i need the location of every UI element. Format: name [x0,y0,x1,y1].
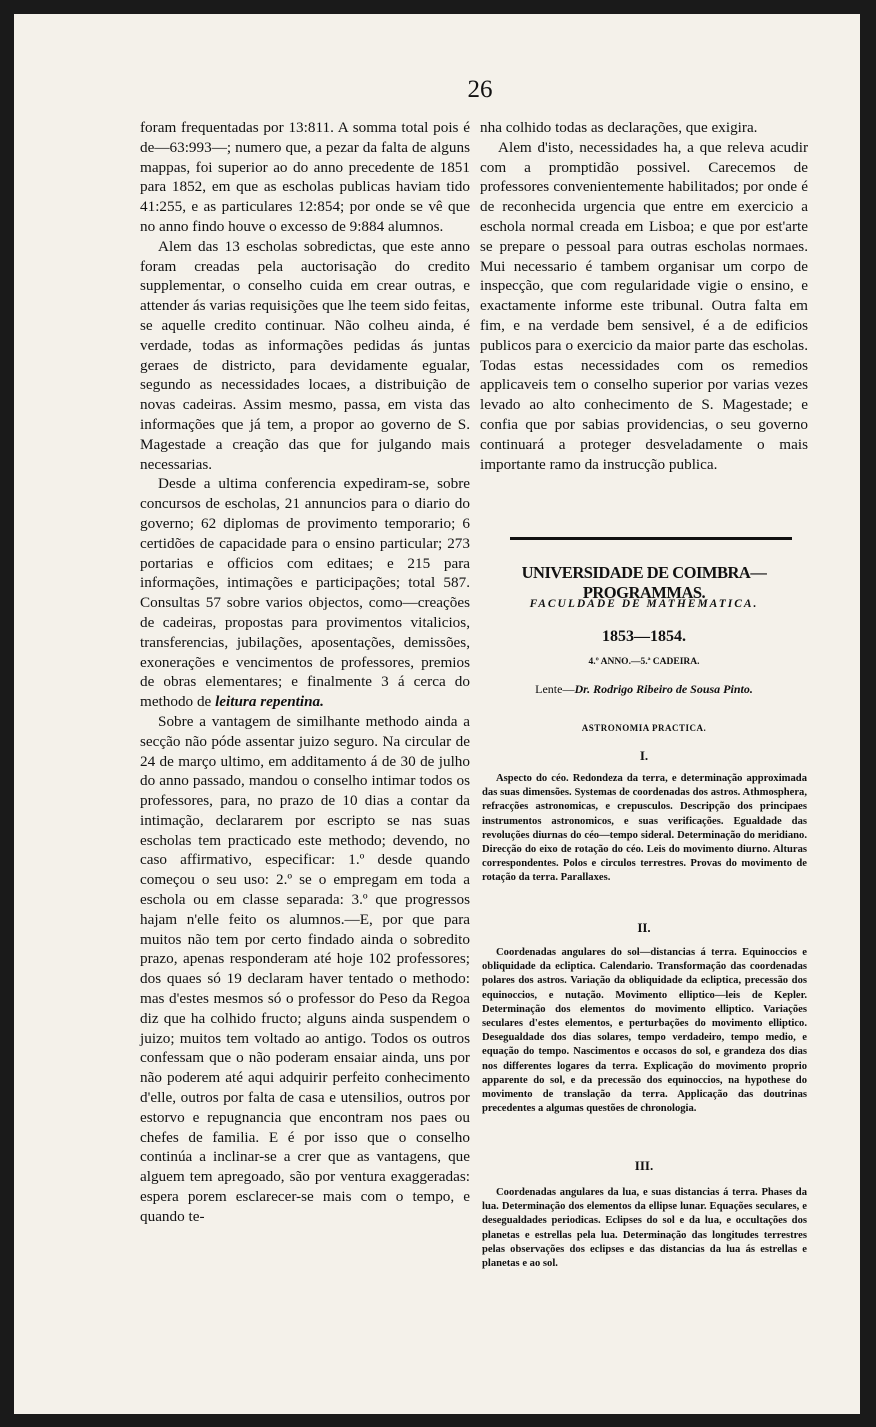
page-number: 26 [467,76,493,103]
paragraph [140,474,470,712]
item-text: Coordenadas angulares do sol—distancias á terra. Equinoccios e obliquidade da ecliptica. Calendario. Transformação das coordenadas polares dos astros. Variação da obliquidade da ecliptica, precessão dos equinoccios, e nutação. Movimento elliptico—leis de Kepler. Determinação dos elementos do movimento elliptico. Variações seculares d'estes elementos, e perturbações do movimento elliptico. Desegualdade dos dias solares, tempo verdadeiro, tempo medio, e equação do tempo. Nascimentos e occasos do sol, e grandeza dos dias nos differentes logares da terra. Explicação do movimento proprio apparente do sol, e da precessão dos equinoccios, na hypothese do movimento de translação da terra. Applicação das doutrinas precedentes a algumas questões de chronologia. [482,947,807,1115]
section-title: UNIVERSIDADE DE COIMBRA—PROGRAMMAS. [521,563,767,602]
paragraph: foram frequentadas por 13:811. A somma total pois é de—63:993—; numero que, a pezar da falta de alguns mappas, foi superior ao do anno precedente de 1851 para 1852, em que as escholas publicas haviam tido 41:255, e as particulares 12:854; por onde se vê que no anno findo houve o excesso de 9:884 alumnos. [140,119,470,235]
item-numeral: I. [639,748,649,763]
faculty-heading: FACULDADE DE MATHEMATICA. [529,598,759,610]
item-numeral: II. [637,920,651,935]
emphasis-text: leitura repentina. [215,693,324,711]
lecturer-line [480,682,808,697]
lecturer-label: Lente— [535,682,575,696]
item-numeral: III. [634,1158,654,1173]
right-column [480,118,808,474]
paragraph: Sobre a vantagem de similhante methodo ainda a secção não póde assentar juizo seguro. Na circular de 24 de março ultimo, em additamento á de 30 de julho do anno passado, mandou o conselho intimar todos os professores, para, no prazo de 10 dias a contar da intimação, declararem por escripto se nas suas escholas tem practicado este methodo; devendo, no caso affirmativo, especificar: 1.º desde quando começou o seu uso: 2.º se o empregam em toda a eschola ou em classe separada: 3.º que progressos hajam n'elle feito os alumnos.—E, por que para muitos não tem por certo findado ainda o sobredito prazo, apenas responderam até hoje 102 professores; dos quaes só 19 declaram haver tentado o methodo: mas d'estes mesmos só o professor do Peso da Regoa diz que ha colhido fructo; alguns ainda suspendem o juizo; muitos tem voltado ao antigo. Todos os outros confessam que o não poderam ensaiar ainda, uns por não poderem até aqui adquirir perfeito conhecimento d'elle, outros por falta de casa e utensilios, outros por estorvo e repugnancia que encontram nos paes ou chefes de familia. E é por isso que o conselho continúa a inclinar-se a crer que as vantagens, que alguem tem apregoado, são por ventura exaggeradas: espera porem esclarecer-se mais com o tempo, e quando te- [140,712,470,1225]
paragraph: Alem das 13 escholas sobredictas, que este anno foram creadas pela auctorisação do credito supplementar, o conselho cuida em crear outras, e attender ás varias requisições que lhe teem sido feitas, se aquelle credito continuar. Não colheu ainda, é verdade, todas as informações pedidas ás juntas geraes de districto, para devidamente egualar, segundo as necessidades locaes, a distribuição de novas cadeiras. Assim mesmo, passa, em vista das informações que já tem, a propor ao governo de S. Magestade a creação das que for julgando mais necessarias. [140,237,470,473]
left-column [140,118,470,1227]
paragraph-text: Desde a ultima conferencia expediram-se, sobre concursos de escholas, 21 annuncios para o diario do governo; 62 diplomas de provimento temporario; 6 certidões de capacidade para o ensino particular; 273 portarias e officios com editaes; e 215 para informações, intimações e participações; total 587. Consultas 57 sobre varios objectos, como—creações de cadeiras, propostas para provimentos vitalicios, transferencias, jubilações, aposentações, demissões, exonerações e vencimentos de professores, premios de obras elementares; e finalmente 3 á cerca do methodo de [140,475,470,711]
paragraph: nha colhido todas as declarações, que exigira. [480,119,758,136]
academic-years: 1853—1854. [602,628,686,645]
lecturer-name: Dr. Rodrigo Ribeiro de Sousa Pinto. [574,682,753,696]
item-text: Coordenadas angulares da lua, e suas distancias á terra. Phases da lua. Determinação dos elementos da ellipse lunar. Equações seculares, e desegualdades periodicas. Eclipses do sol e da lua, e occultações dos planetas e estrellas pela lua. Determinação das longitudes terrestres pelas observações dos eclipses e das distancias da lua ás estrellas e planetas e ao sol. [482,1187,807,1270]
item-text: Aspecto do céo. Redondeza da terra, e determinação approximada das suas dimensões. Systemas de coordenadas dos astros. Athmosphera, refracções astronomicas, e crepusculos. Descripção dos principaes instrumentos astronomicos, e suas verificações. Egualdade das revoluções diurnas do céo—tempo sideral. Determinação do meridiano. Direcção do eixo de rotação do céo. Leis do movimento diurno. Alturas correspondentes. Polos e circulos terrestres. Provas do movimento de rotação da terra. Parallaxes. [482,773,807,884]
section-divider [510,537,792,540]
subject-heading: ASTRONOMIA PRACTICA. [581,723,707,733]
course-line: 4.º ANNO.—5.ª CADEIRA. [588,657,700,667]
paragraph: Alem d'isto, necessidades ha, a que releva acudir com a promptidão possivel. Carecemos de professores convenientemente habilitados; por onde é de reconhecida urgencia que entre em exercicio a eschola normal creada em Lisboa; e que por est'arte se prepare o pessoal para outras escholas normaes. Mui necessario é tambem organisar um corpo de inspecção, que com regularidade vigie o ensino, e exactamente informe este tribunal. Outra falta em fim, e na verdade bem sensivel, é a de edificios publicos para o exercicio da maior parte das escholas. Todas estas necessidades com os remedios applicaveis tem o conselho superior por varias vezes levado ao alto conhecimento de S. Magestade; e confia que por sabias providencias, o seu governo continuará a proteger desveladamente o mais importante ramo da instrucção publica. [480,138,808,473]
